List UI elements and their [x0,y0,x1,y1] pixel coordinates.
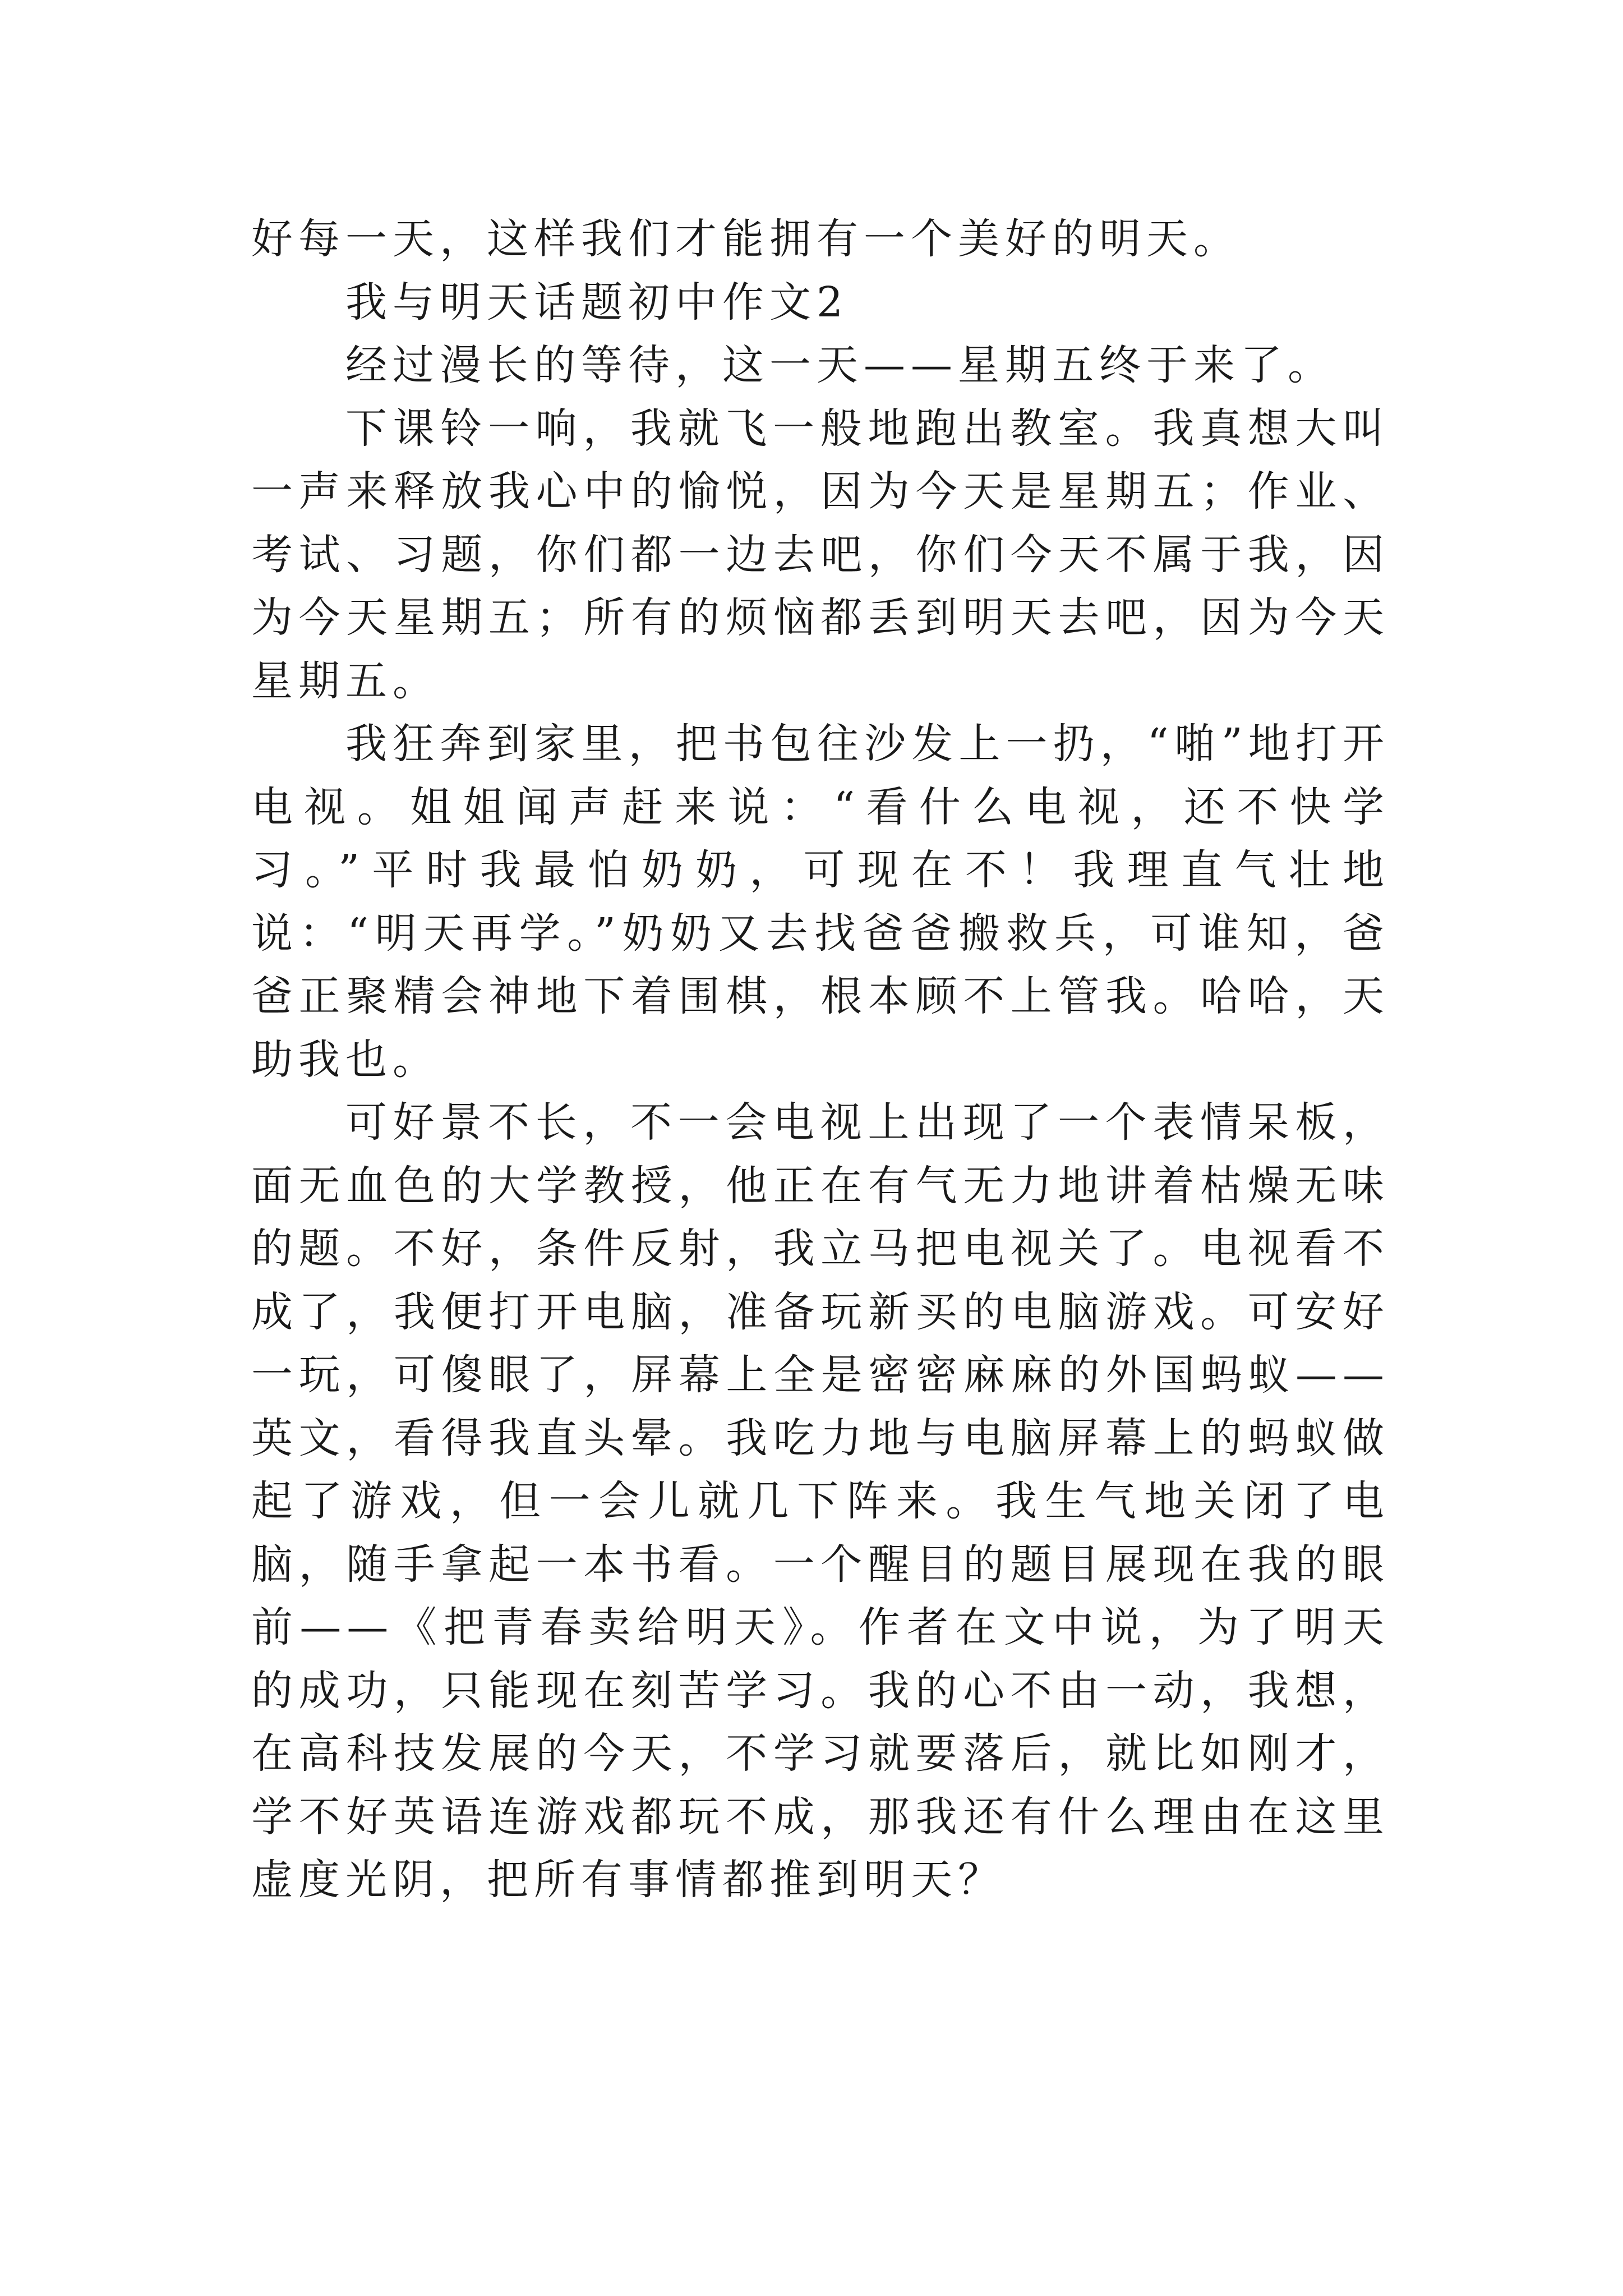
paragraph-opening: 经过漫长的等待，这一天——星期五终于来了。 [345,341,1335,389]
paragraph-reflection: 可好景不长，不一会电视上出现了一个表情呆板，面无血色的大学教授，他正在有气无力地讲着枯燥无味的题。不好，条件反射，我立马把电视关了。电视看不成了，我便打开电脑，准备玩新买的电脑游戏。可安好一玩，可傻眼了，屏幕上全是密密麻麻的外国蚂蚁——英文，看得我直头晕。我吃力地与电脑屏幕上的蚂蚁做起了游戏，但一会儿就几下阵来。我生气地关闭了电脑，随手拿起一本书看。一个醒目的题目展现在我的眼前——《把青春卖给明天》。作者在文中说，为了明天的成功，只能现在刻苦学习。我的心不由一动，我想，在高科技发展的今天，不学习就要落后，就比如刚才，学不好英语连游戏都玩不成，那我还有什么理由在这里虚度光阴，把所有事情都推到明天？ [251,1098,1390,1904]
essay-body [251,208,1390,1912]
essay-title: 我与明天话题初中作文2 [345,278,849,326]
paragraph-bell: 下课铃一响，我就飞一般地跑出教室。我真想大叫一声来释放我心中的愉悦，因为今天是星期五；作业、考试、习题，你们都一边去吧，你们今天不属于我，因为今天星期五；所有的烦恼都丢到明天去吧，因为今天星期五。 [251,404,1390,705]
paragraph-continuation: 好每一天，这样我们才能拥有一个美好的明天。 [251,215,1241,263]
paragraph-home: 我狂奔到家里，把书包往沙发上一扔，“啪”地打开电视。姐姐闻声赶来说：“看什么电视，还不快学习。”平时我最怕奶奶，可现在不！我理直气壮地说：“明天再学。”奶奶又去找爸爸搬救兵，可谁知，爸爸正聚精会神地下着围棋，根本顾不上管我。哈哈，天助我也。 [251,720,1390,1084]
